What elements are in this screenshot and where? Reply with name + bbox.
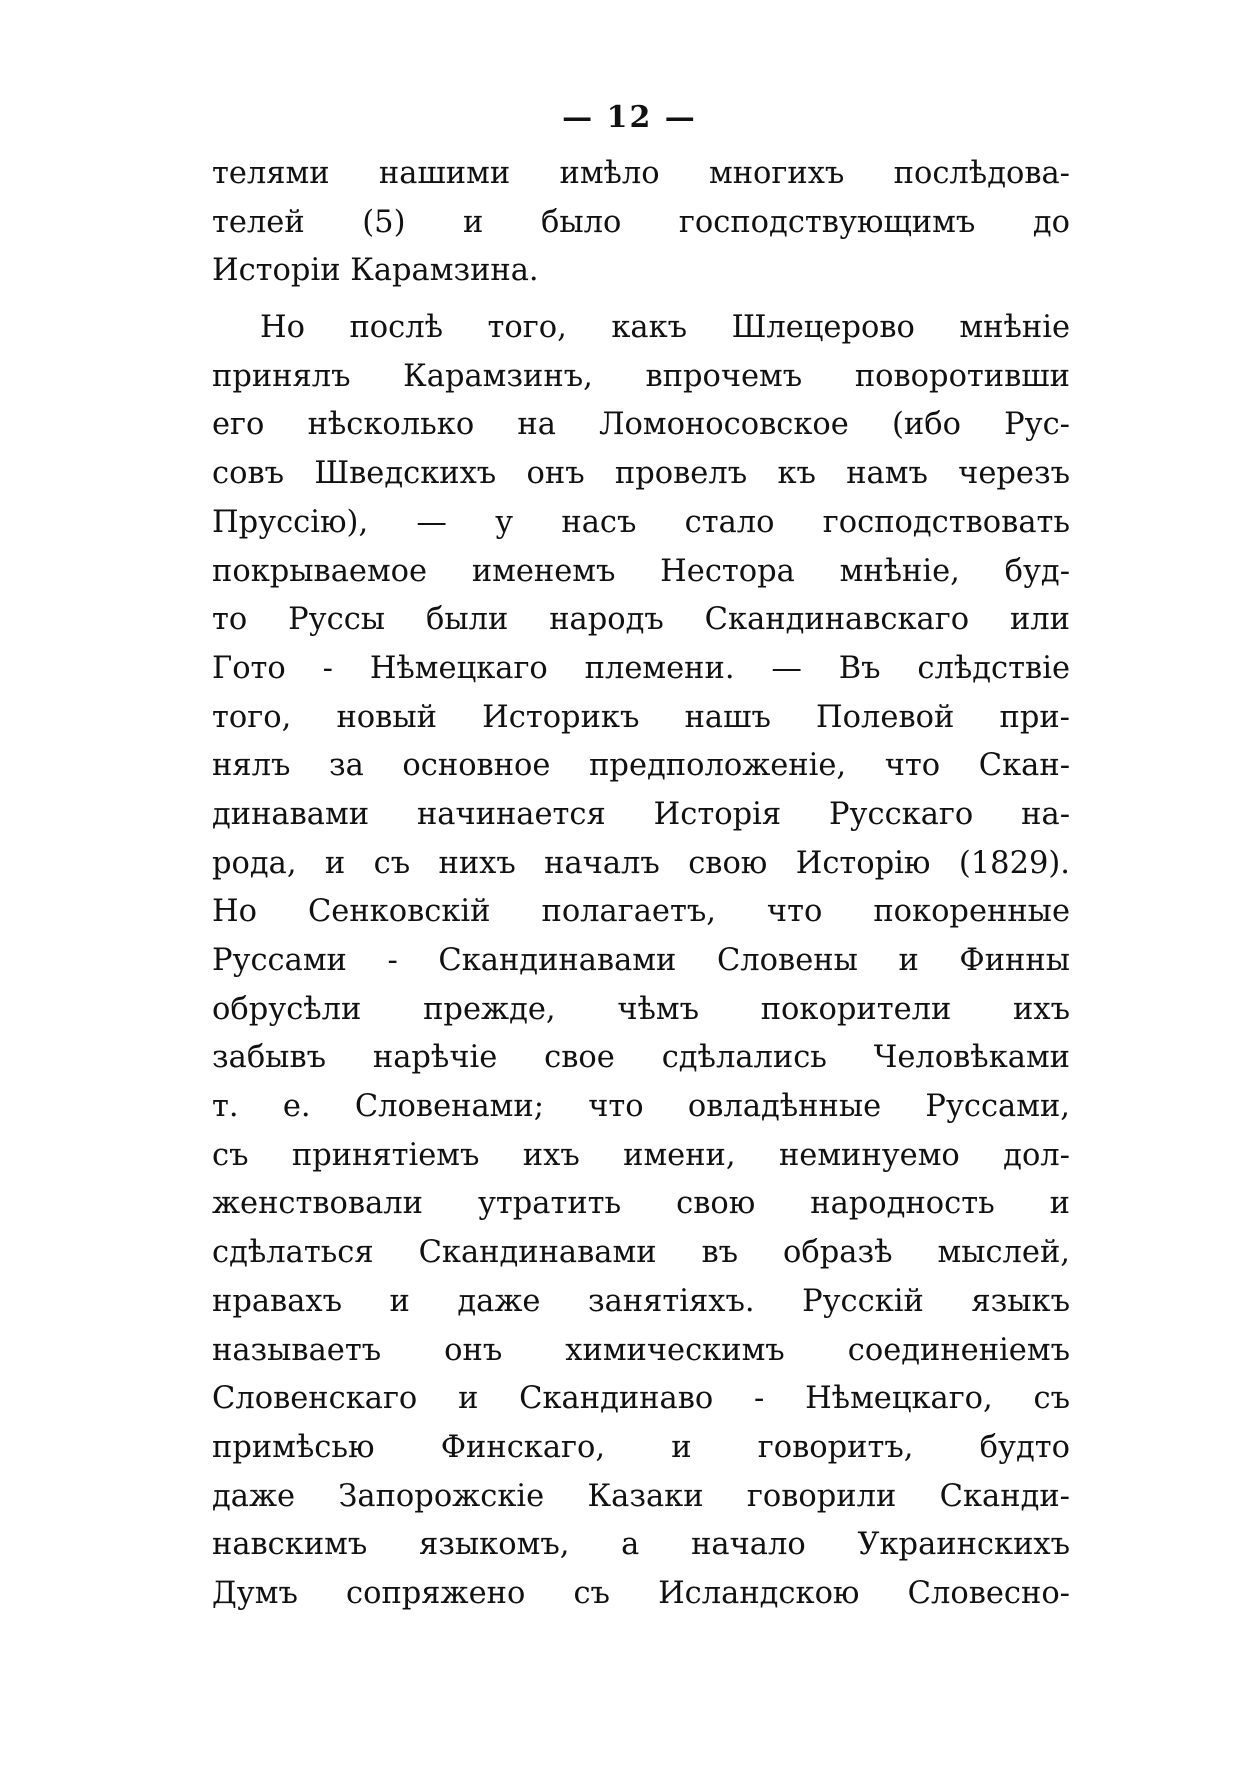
text-line: телями нашими имѣло многихъ послѣдова- [212, 156, 1070, 191]
text-line: совъ Шведскихъ онъ провелъ къ намъ черезъ [212, 456, 1070, 492]
page-number-header: — 12 — [562, 100, 697, 135]
text-line: Но Сенковскій полагаетъ, что покоренные [212, 894, 1070, 930]
text-line: нялъ за основное предположеніе, что Скан- [212, 748, 1070, 784]
text-line: Словенскаго и Скандинаво - Нѣмецкаго, съ [212, 1381, 1070, 1417]
text-line: динавами начинается Исторія Русскаго на- [212, 796, 1070, 832]
text-line: его нѣсколько на Ломоносовское (ибо Рус- [212, 407, 1070, 443]
text-line: нравахъ и даже занятіяхъ. Русскій языкъ [212, 1283, 1070, 1319]
paragraph-gap [212, 296, 1070, 304]
text-line: рода, и съ нихъ началъ свою Исторію (1829). [212, 845, 1070, 881]
text-line: съ принятіемъ ихъ имени, неминуемо дол- [212, 1137, 1070, 1173]
text-line: женствовали утратить свою народность и [212, 1186, 1070, 1222]
text-line: Руссами - Скандинавами Словены и Финны [212, 943, 1070, 978]
text-line: Думъ сопряжено съ Исландскою Словесно- [212, 1575, 1070, 1611]
body-text [212, 150, 1070, 1619]
text-line: т. е. Словенами; что овладѣнные Руссами, [212, 1089, 1070, 1125]
text-line: забывъ нарѣчіе свое сдѣлались Человѣками [212, 1040, 1070, 1076]
text-line: Пруссію), — у насъ стало господствовать [212, 504, 1070, 540]
text-line: навскимъ языкомъ, а начало Украинскихъ [212, 1527, 1070, 1563]
text-line: Гото - Нѣмецкаго племени. — Въ слѣдствіе [212, 650, 1070, 686]
text-line: называетъ онъ химическимъ соединеніемъ [212, 1332, 1070, 1368]
text-line: Исторіи Карамзина. [212, 253, 539, 289]
text-line: телей (5) и было господствующимъ до [212, 204, 1070, 240]
text-line: обрусѣли прежде, чѣмъ покорители ихъ [212, 991, 1070, 1027]
text-line: то Руссы были народъ Скандинавскаго или [212, 602, 1070, 638]
text-line: сдѣлаться Скандинавами въ образѣ мыслей, [212, 1235, 1070, 1271]
text-line: принялъ Карамзинъ, впрочемъ поворотивши [212, 358, 1070, 394]
text-line: даже Запорожскіе Казаки говорили Сканди- [212, 1478, 1070, 1514]
text-line: того, новый Историкъ нашъ Полевой при- [212, 699, 1070, 735]
text-line: примѣсью Финскаго, и говоритъ, будто [212, 1429, 1070, 1465]
text-line: покрываемое именемъ Нестора мнѣніе, буд- [212, 553, 1070, 589]
text-line: Но послѣ того, какъ Шлецерово мнѣніе [260, 310, 1070, 346]
